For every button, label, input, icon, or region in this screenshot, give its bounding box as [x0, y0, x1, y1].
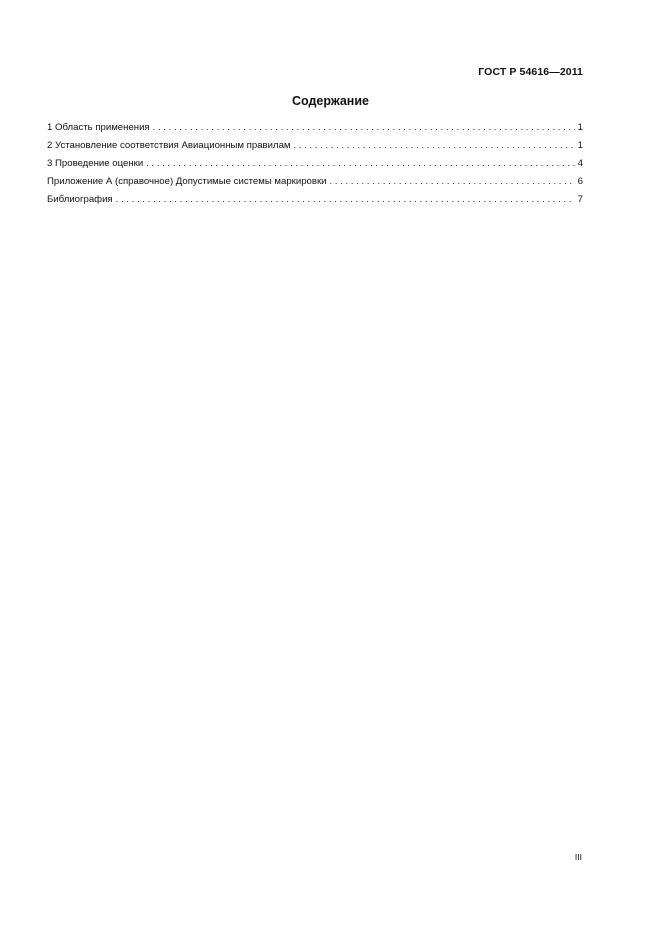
toc-entry-scope[interactable] [47, 122, 583, 140]
toc-entry-page: 7 [577, 194, 583, 205]
toc-entry-page: 4 [577, 158, 583, 169]
page-number: III [574, 852, 582, 862]
table-of-contents [47, 122, 583, 212]
toc-entry-text: 1 Область применения [47, 122, 150, 133]
toc-dot-leader [330, 176, 575, 187]
toc-dot-leader [146, 158, 574, 169]
toc-entry-text: 3 Проведение оценки [47, 158, 144, 169]
toc-entry-text: Приложение А (справочное) Допустимые системы маркировки [47, 176, 327, 187]
toc-entry-text: 2 Установление соответствия Авиационным правилам [47, 140, 291, 151]
toc-entry-bibliography[interactable] [47, 194, 583, 212]
document-standard-id: ГОСТ Р 54616—2011 [478, 66, 583, 78]
toc-dot-leader [153, 122, 575, 133]
toc-entry-appendix-a[interactable] [47, 176, 583, 194]
toc-title: Содержание [291, 94, 369, 108]
toc-entry-compliance[interactable] [47, 140, 583, 158]
toc-entry-page: 1 [577, 140, 583, 151]
toc-dot-leader [294, 140, 575, 151]
toc-entry-page: 1 [577, 122, 583, 133]
toc-entry-page: 6 [577, 176, 583, 187]
toc-entry-assessment[interactable] [47, 158, 583, 176]
toc-entry-text: Библиография [47, 194, 113, 205]
toc-dot-leader [116, 194, 575, 205]
